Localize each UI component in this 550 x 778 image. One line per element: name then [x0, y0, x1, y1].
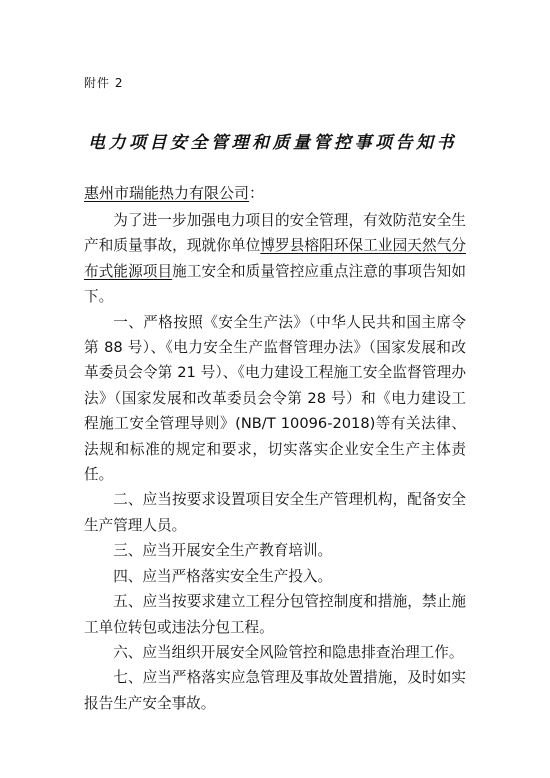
intro-after: 施工安全和质量管控应重点注意的事项告知如下。 — [84, 262, 466, 306]
document-title: 电力项目安全管理和质量管控事项告知书 — [88, 133, 457, 153]
addressee-line — [84, 182, 264, 203]
item-2: 二、应当按要求设置项目安全生产管理机构，配备安全生产管理人员。 — [84, 491, 466, 534]
item-3: 三、应当开展安全生产教育培训。 — [113, 542, 333, 560]
item-5: 五、应当按要求建立工程分包管控制度和措施，禁止施工单位转包或违法分包工程。 — [84, 593, 466, 636]
item-7: 七、应当严格落实应急管理及事故处置措施，及时如实报告生产安全事故。 — [84, 669, 466, 712]
project-name: 博罗县榕阳环保工业园天然气分布式能源项目 — [84, 237, 466, 280]
item-6: 六、应当组织开展安全风险管控和隐患排查治理工作。 — [113, 643, 464, 661]
document-body — [84, 208, 466, 716]
intro-paragraph — [84, 208, 466, 310]
item-4: 四、应当严格落实安全生产投入。 — [113, 567, 333, 585]
addressee-name: 惠州市瑞能热力有限公司 — [84, 184, 250, 202]
item-1: 一、严格按照《安全生产法》（中华人民共和国主席令第 88 号）、《电力安全生产监督管理办法》（国家发展和改革委员会令第 21 号）、《电力建设工程施工安全监督管理办法》（国家发展和改革委员会令第 28 号）和《电力建设工程施工安全管理导则》(NB/T 10096-2018)等有关法律、法规和标准的规定和要求，切实落实企业安全生产主体责任。 — [84, 313, 466, 484]
intro-before: 为了进一步加强电力项目的安全管理，有效防范安全生产和质量事故，现就你单位 — [84, 212, 466, 255]
addressee-colon: ： — [249, 184, 265, 202]
attachment-label: 附件 2 — [84, 76, 124, 90]
